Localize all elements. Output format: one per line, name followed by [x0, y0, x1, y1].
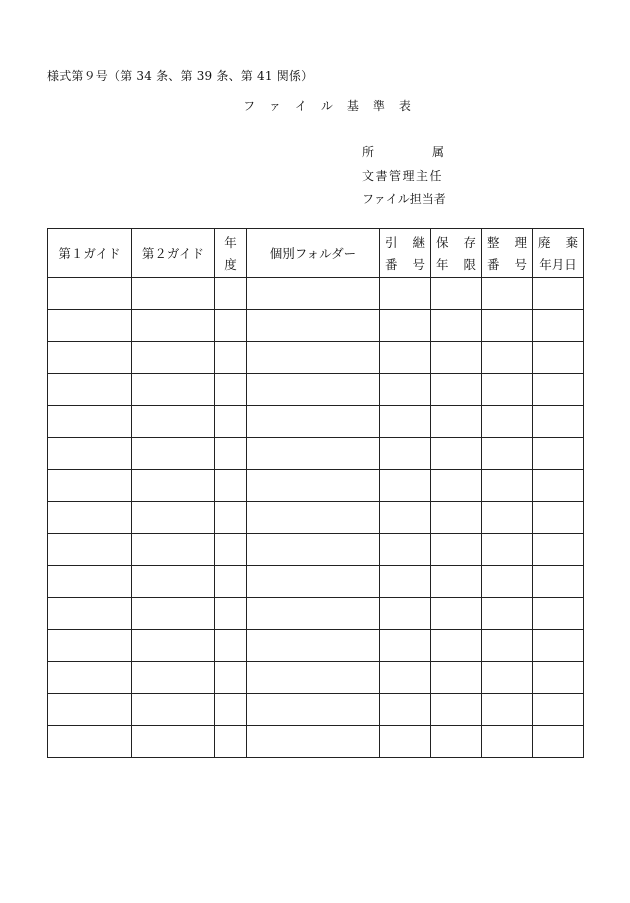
cell-year[interactable]	[215, 374, 247, 406]
cell-serial-number[interactable]	[482, 534, 533, 566]
hdr-serial-2b: 号	[514, 257, 527, 272]
cell-disposal-date[interactable]	[533, 630, 584, 662]
cell-guide1[interactable]	[48, 342, 132, 374]
cell-folder[interactable]	[247, 310, 380, 342]
cell-transfer-number[interactable]	[380, 502, 431, 534]
table-row	[48, 278, 584, 310]
cell-disposal-date[interactable]	[533, 534, 584, 566]
hdr-serial-2a: 番	[487, 257, 500, 272]
hdr-disposal-2: 年月日	[539, 257, 577, 272]
header-disposal-date	[533, 229, 584, 278]
cell-transfer-number[interactable]	[380, 566, 431, 598]
hdr-transfer-2a: 番	[385, 257, 398, 272]
cell-retention-period[interactable]	[431, 342, 482, 374]
department-label-part2: 属	[431, 145, 444, 159]
header-folder: 個別フォルダー	[247, 229, 380, 278]
cell-serial-number[interactable]	[482, 374, 533, 406]
cell-retention-period[interactable]	[431, 694, 482, 726]
cell-guide1[interactable]	[48, 374, 132, 406]
cell-disposal-date[interactable]	[533, 406, 584, 438]
cell-serial-number[interactable]	[482, 566, 533, 598]
hdr-disposal-1b: 棄	[565, 235, 578, 250]
cell-guide2[interactable]	[132, 534, 215, 566]
cell-serial-number[interactable]	[482, 630, 533, 662]
cell-folder[interactable]	[247, 278, 380, 310]
cell-folder[interactable]	[247, 502, 380, 534]
table-row	[48, 406, 584, 438]
cell-folder[interactable]	[247, 598, 380, 630]
cell-guide1[interactable]	[48, 662, 132, 694]
cell-serial-number[interactable]	[482, 694, 533, 726]
cell-serial-number[interactable]	[482, 726, 533, 758]
cell-guide2[interactable]	[132, 406, 215, 438]
cell-disposal-date[interactable]	[533, 502, 584, 534]
cell-folder[interactable]	[247, 438, 380, 470]
document-title-text: ファイル基準表	[243, 99, 425, 113]
table-row	[48, 534, 584, 566]
cell-retention-period[interactable]	[431, 726, 482, 758]
cell-retention-period[interactable]	[431, 662, 482, 694]
cell-guide1[interactable]	[48, 502, 132, 534]
cell-retention-period[interactable]	[431, 470, 482, 502]
header-serial-number	[482, 229, 533, 278]
cell-year[interactable]	[215, 566, 247, 598]
cell-disposal-date[interactable]	[533, 278, 584, 310]
cell-serial-number[interactable]	[482, 342, 533, 374]
cell-guide1[interactable]	[48, 278, 132, 310]
cell-year[interactable]	[215, 502, 247, 534]
cell-year[interactable]	[215, 598, 247, 630]
cell-guide2[interactable]	[132, 566, 215, 598]
table-row	[48, 566, 584, 598]
cell-folder[interactable]	[247, 374, 380, 406]
cell-serial-number[interactable]	[482, 598, 533, 630]
signature-file-person: ファイル担当者	[362, 192, 446, 206]
cell-serial-number[interactable]	[482, 502, 533, 534]
table-body	[48, 278, 584, 758]
cell-serial-number[interactable]	[482, 438, 533, 470]
header-year-1: 年	[224, 235, 237, 250]
cell-transfer-number[interactable]	[380, 598, 431, 630]
cell-guide2[interactable]	[132, 310, 215, 342]
hdr-serial-1b: 理	[514, 235, 527, 250]
table-row	[48, 374, 584, 406]
cell-guide1[interactable]	[48, 310, 132, 342]
cell-transfer-number[interactable]	[380, 374, 431, 406]
cell-guide1[interactable]	[48, 470, 132, 502]
cell-year[interactable]	[215, 310, 247, 342]
cell-year[interactable]	[215, 726, 247, 758]
cell-disposal-date[interactable]	[533, 694, 584, 726]
cell-guide2[interactable]	[132, 662, 215, 694]
cell-year[interactable]	[215, 534, 247, 566]
cell-serial-number[interactable]	[482, 310, 533, 342]
cell-year[interactable]	[215, 662, 247, 694]
document-title	[0, 97, 630, 114]
cell-guide2[interactable]	[132, 630, 215, 662]
header-guide1: 第１ガイド	[48, 229, 132, 278]
hdr-transfer-1b: 継	[412, 235, 425, 250]
cell-disposal-date[interactable]	[533, 726, 584, 758]
cell-year[interactable]	[215, 406, 247, 438]
hdr-transfer-1a: 引	[385, 235, 398, 250]
cell-folder[interactable]	[247, 470, 380, 502]
header-transfer-number	[380, 229, 431, 278]
cell-year[interactable]	[215, 438, 247, 470]
cell-retention-period[interactable]	[431, 278, 482, 310]
table-row	[48, 694, 584, 726]
cell-folder[interactable]	[247, 694, 380, 726]
table-row	[48, 662, 584, 694]
cell-disposal-date[interactable]	[533, 470, 584, 502]
cell-transfer-number[interactable]	[380, 278, 431, 310]
cell-folder[interactable]	[247, 342, 380, 374]
cell-transfer-number[interactable]	[380, 342, 431, 374]
header-year-2: 度	[224, 257, 237, 272]
cell-folder[interactable]	[247, 662, 380, 694]
cell-serial-number[interactable]	[482, 278, 533, 310]
cell-guide1[interactable]	[48, 694, 132, 726]
table-header-row	[48, 229, 584, 278]
hdr-retention-2b: 限	[463, 257, 476, 272]
cell-folder[interactable]	[247, 406, 380, 438]
cell-disposal-date[interactable]	[533, 598, 584, 630]
table-row	[48, 726, 584, 758]
cell-transfer-number[interactable]	[380, 310, 431, 342]
table-row	[48, 470, 584, 502]
cell-retention-period[interactable]	[431, 374, 482, 406]
table-row	[48, 630, 584, 662]
cell-transfer-number[interactable]	[380, 470, 431, 502]
hdr-disposal-1a: 廃	[538, 235, 551, 250]
cell-guide2[interactable]	[132, 502, 215, 534]
cell-guide1[interactable]	[48, 726, 132, 758]
cell-transfer-number[interactable]	[380, 534, 431, 566]
cell-retention-period[interactable]	[431, 406, 482, 438]
cell-retention-period[interactable]	[431, 534, 482, 566]
cell-year[interactable]	[215, 470, 247, 502]
cell-disposal-date[interactable]	[533, 566, 584, 598]
header-year	[215, 229, 247, 278]
cell-guide2[interactable]	[132, 726, 215, 758]
cell-transfer-number[interactable]	[380, 406, 431, 438]
cell-year[interactable]	[215, 630, 247, 662]
cell-retention-period[interactable]	[431, 310, 482, 342]
header-guide2: 第２ガイド	[132, 229, 215, 278]
cell-guide1[interactable]	[48, 438, 132, 470]
header-retention-period	[431, 229, 482, 278]
table-row	[48, 342, 584, 374]
cell-transfer-number[interactable]	[380, 694, 431, 726]
cell-disposal-date[interactable]	[533, 662, 584, 694]
cell-retention-period[interactable]	[431, 438, 482, 470]
cell-year[interactable]	[215, 694, 247, 726]
cell-disposal-date[interactable]	[533, 438, 584, 470]
cell-serial-number[interactable]	[482, 406, 533, 438]
cell-guide2[interactable]	[132, 374, 215, 406]
cell-retention-period[interactable]	[431, 502, 482, 534]
cell-transfer-number[interactable]	[380, 630, 431, 662]
cell-retention-period[interactable]	[431, 566, 482, 598]
cell-transfer-number[interactable]	[380, 726, 431, 758]
cell-guide1[interactable]	[48, 406, 132, 438]
hdr-retention-1a: 保	[436, 235, 449, 250]
cell-guide1[interactable]	[48, 566, 132, 598]
cell-transfer-number[interactable]	[380, 662, 431, 694]
cell-serial-number[interactable]	[482, 470, 533, 502]
cell-year[interactable]	[215, 278, 247, 310]
form-identifier: 様式第９号（第 34 条、第 39 条、第 41 関係）	[47, 69, 314, 83]
table-row	[48, 502, 584, 534]
signature-department	[362, 143, 444, 160]
cell-transfer-number[interactable]	[380, 438, 431, 470]
cell-year[interactable]	[215, 342, 247, 374]
file-standard-table	[47, 228, 584, 758]
cell-guide2[interactable]	[132, 598, 215, 630]
cell-guide2[interactable]	[132, 694, 215, 726]
signature-manager: 文書管理主任	[362, 169, 444, 183]
cell-guide1[interactable]	[48, 598, 132, 630]
cell-retention-period[interactable]	[431, 598, 482, 630]
cell-guide2[interactable]	[132, 438, 215, 470]
department-label-part1: 所	[362, 145, 375, 159]
cell-disposal-date[interactable]	[533, 374, 584, 406]
cell-disposal-date[interactable]	[533, 310, 584, 342]
table-row	[48, 438, 584, 470]
cell-guide2[interactable]	[132, 470, 215, 502]
cell-guide1[interactable]	[48, 630, 132, 662]
hdr-retention-2a: 年	[436, 257, 449, 272]
cell-folder[interactable]	[247, 534, 380, 566]
hdr-retention-1b: 存	[463, 235, 476, 250]
cell-guide2[interactable]	[132, 342, 215, 374]
cell-folder[interactable]	[247, 630, 380, 662]
cell-guide2[interactable]	[132, 278, 215, 310]
cell-disposal-date[interactable]	[533, 342, 584, 374]
cell-guide1[interactable]	[48, 534, 132, 566]
cell-folder[interactable]	[247, 566, 380, 598]
cell-retention-period[interactable]	[431, 630, 482, 662]
cell-folder[interactable]	[247, 726, 380, 758]
cell-serial-number[interactable]	[482, 662, 533, 694]
hdr-transfer-2b: 号	[412, 257, 425, 272]
hdr-serial-1a: 整	[487, 235, 500, 250]
table-row	[48, 310, 584, 342]
table-row	[48, 598, 584, 630]
